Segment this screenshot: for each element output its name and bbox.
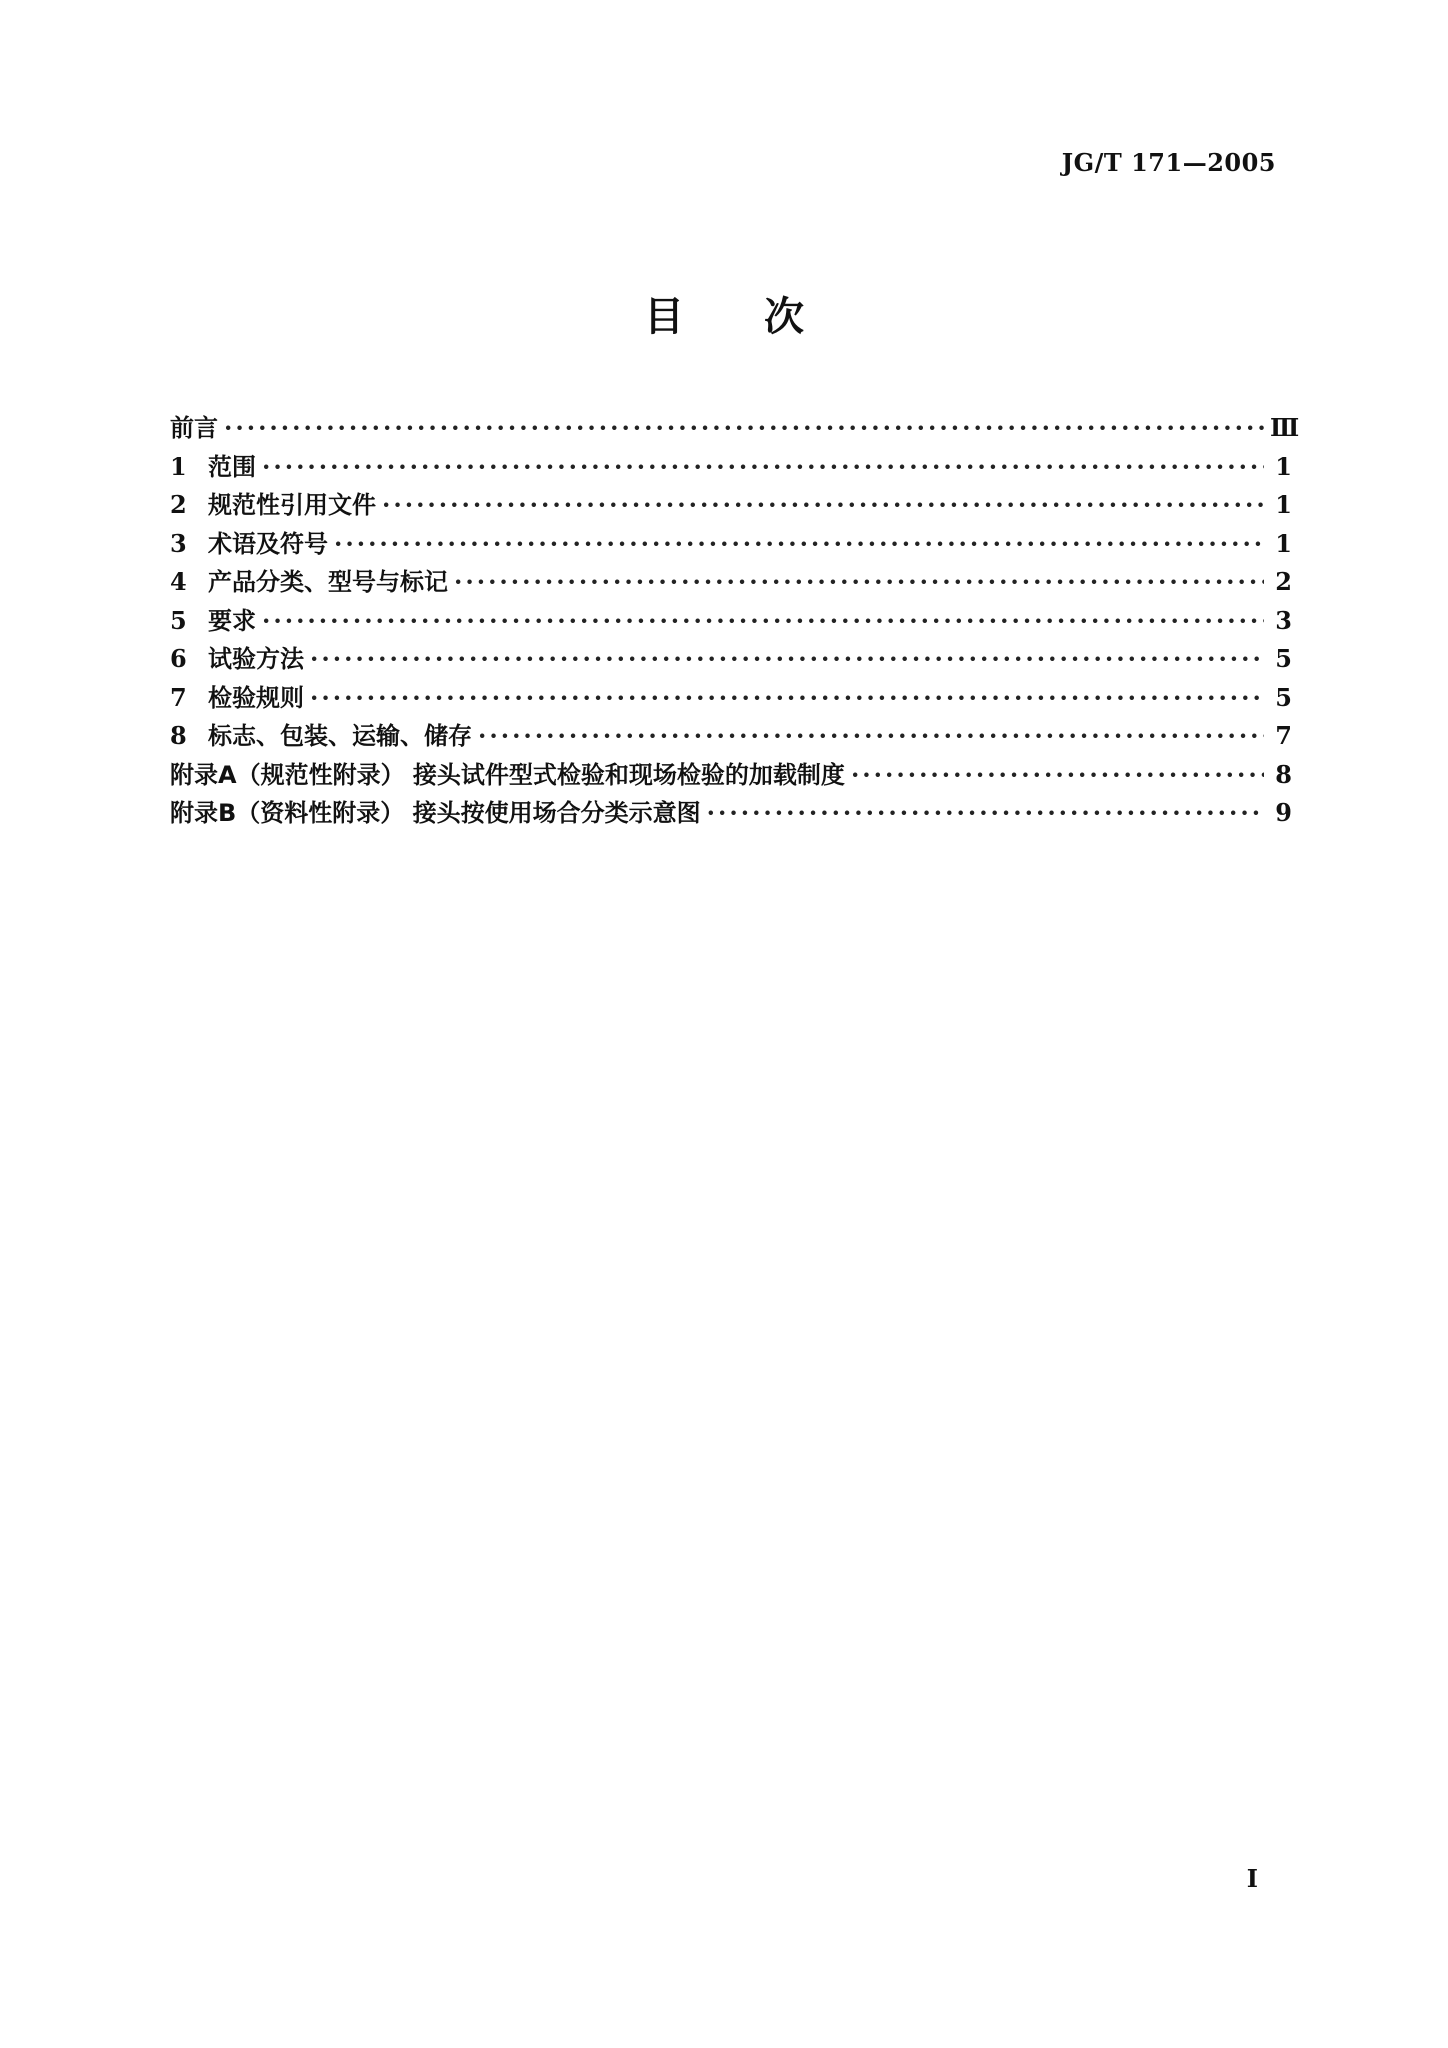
toc-leader-dots — [382, 493, 1264, 517]
toc-entry-label: 附录B（资料性附录） 接头按使用场合分类示意图 — [170, 799, 701, 827]
toc-entry-page: 5 — [1275, 644, 1292, 673]
toc-entry-classification[interactable] — [170, 562, 1292, 601]
toc-entry-label: 试验方法 — [208, 645, 304, 673]
toc-entry-terms-symbols[interactable] — [170, 524, 1292, 563]
toc-entry-page: 8 — [1275, 759, 1292, 789]
toc-entry-number: 4 — [170, 567, 187, 596]
toc-entry-label: 标志、包装、运输、储存 — [208, 722, 472, 750]
toc-leader-dots — [334, 532, 1264, 556]
toc-leader-dots — [707, 801, 1264, 825]
toc-leader-dots — [454, 570, 1264, 594]
toc-entry-label: 要求 — [208, 606, 256, 635]
toc-entry-number: 7 — [170, 682, 187, 712]
document-code: JG/T 171—2005 — [1061, 148, 1276, 177]
toc-entry-label: 附录A（规范性附录） 接头试件型式检验和现场检验的加载制度 — [170, 760, 845, 789]
toc-entry-label: 术语及符号 — [208, 529, 328, 558]
toc-entry-number: 3 — [170, 528, 187, 558]
toc-leader-dots — [262, 455, 1264, 479]
toc-entry-page: Ⅲ — [1270, 413, 1300, 442]
toc-leader-dots — [851, 763, 1264, 787]
toc-entry-number: 8 — [170, 721, 187, 750]
toc-entry-test-methods[interactable] — [170, 639, 1292, 678]
table-of-contents — [170, 408, 1300, 832]
toc-leader-dots — [478, 724, 1264, 748]
toc-entry-scope[interactable] — [170, 447, 1292, 486]
toc-entry-page: 1 — [1275, 528, 1292, 558]
toc-leader-dots — [262, 609, 1264, 633]
toc-entry-label: 规范性引用文件 — [208, 491, 376, 519]
toc-entry-label: 前言 — [170, 414, 218, 442]
toc-entry-inspection-rules[interactable] — [170, 678, 1292, 717]
toc-entry-page: 1 — [1275, 490, 1292, 519]
toc-entry-label: 检验规则 — [208, 683, 304, 712]
toc-entry-normative-references[interactable] — [170, 485, 1292, 524]
toc-entry-foreword[interactable] — [170, 408, 1300, 447]
toc-leader-dots — [224, 416, 1264, 440]
toc-entry-page: 9 — [1275, 798, 1292, 827]
toc-entry-marking-packaging[interactable] — [170, 716, 1292, 755]
toc-leader-dots — [310, 647, 1264, 671]
toc-entry-number: 6 — [170, 644, 187, 673]
toc-entry-page: 1 — [1275, 451, 1292, 481]
toc-title — [0, 285, 1448, 342]
toc-leader-dots — [310, 686, 1264, 710]
toc-entry-page: 7 — [1275, 721, 1292, 750]
toc-entry-label: 产品分类、型号与标记 — [208, 568, 448, 596]
toc-title-part1: 目 — [644, 294, 684, 340]
toc-entry-page: 2 — [1275, 567, 1292, 596]
toc-entry-appendix-b[interactable] — [170, 793, 1292, 832]
toc-entry-appendix-a[interactable] — [170, 755, 1292, 794]
toc-entry-number: 5 — [170, 605, 187, 635]
toc-entry-page: 3 — [1275, 605, 1292, 635]
toc-title-part2: 次 — [764, 294, 804, 340]
toc-entry-label: 范围 — [208, 452, 256, 481]
toc-entry-number: 2 — [170, 490, 187, 519]
toc-entry-requirements[interactable] — [170, 601, 1292, 640]
page-number: I — [1246, 1864, 1258, 1893]
toc-entry-number: 1 — [170, 451, 187, 481]
toc-entry-page: 5 — [1275, 682, 1292, 712]
